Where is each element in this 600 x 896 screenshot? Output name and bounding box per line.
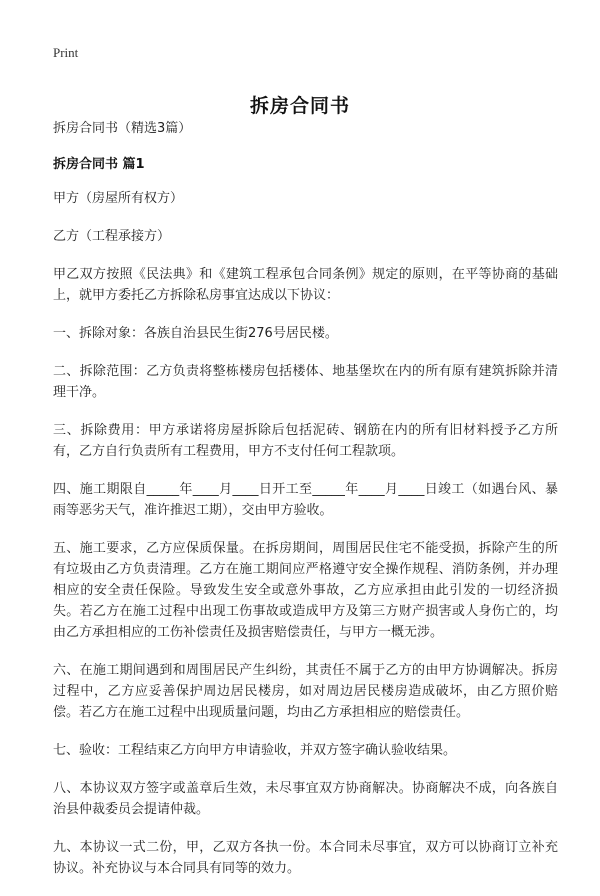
print-link[interactable]: Print (53, 45, 79, 60)
clause-6-dispute-resolution: 六、在施工期间遇到和周围居民产生纠纷，其责任不属于乙方的由甲方协调解决。拆房过程中，乙方应妥善保护周边居民楼房，如对周边居民楼房造成破坏，由乙方照价赔偿。若乙方在施工过程中出现质量问题，均由乙方承担相应的赔偿责任。 (53, 663, 558, 720)
clause-2-demolition-scope: 二、拆除范围：乙方负责将整栋楼房包括楼体、地基堡坎在内的所有原有建筑拆除并清理干净。 (53, 364, 558, 400)
document-body (53, 118, 558, 896)
page-title: 拆房合同书 (249, 94, 350, 117)
clause-1-demolition-target: 一、拆除对象：各族自治县民生街276号居民楼。 (53, 326, 338, 341)
document-subtitle: 拆房合同书（精选3篇） (53, 121, 192, 136)
clause-9-copies: 九、本协议一式二份，甲，乙双方各执一份。本合同未尽事宜，双方可以协商订立补充协议。补充协议与本合同具有同等的效力。 (53, 840, 558, 876)
party-a-line: 甲方（房屋所有权方） (53, 191, 184, 206)
clause-8-effectiveness: 八、本协议双方签字或盖章后生效，未尽事宜双方协商解决。协商解决不成，向各族自治县仲裁委员会提请仲裁。 (53, 781, 558, 817)
clause-7-acceptance: 七、验收：工程结束乙方向甲方申请验收，并双方签字确认验收结果。 (53, 743, 457, 758)
section-heading: 拆房合同书 篇1 (53, 157, 145, 172)
clause-3-demolition-cost: 三、拆除费用：甲方承诺将房屋拆除后包括泥砖、钢筋在内的所有旧材料授予乙方所有，乙方自行负责所有工程费用，甲方不支付任何工程款项。 (53, 423, 558, 459)
clause-5-construction-requirements: 五、施工要求，乙方应保质保量。在拆房期间，周围居民住宅不能受损，拆除产生的所有垃圾由乙方负责清理。乙方在施工期间应严格遵守安全操作规程、消防条例，并办理相应的安全责任保险。导致发生安全或意外事故，乙方应承担由此引发的一切经济损失。若乙方在施工过程中出现工伤事故或造成甲方及第三方财产损害或人身伤亡的，均由乙方承担相应的工伤补偿责任及损害赔偿责任，与甲方一概无涉。 (53, 541, 558, 640)
clause-4-construction-period: 四、施工期限自_____年____月____日开工至_____年____月____日竣工（如遇台风、暴雨等恶劣天气，准许推迟工期），交由甲方验收。 (53, 482, 558, 518)
party-b-line: 乙方（工程承接方） (53, 229, 171, 244)
preamble-paragraph: 甲乙双方按照《民法典》和《建筑工程承包合同条例》规定的原则，在平等协商的基础上，就甲方委托乙方拆除私房事宜达成以下协议： (53, 267, 558, 303)
